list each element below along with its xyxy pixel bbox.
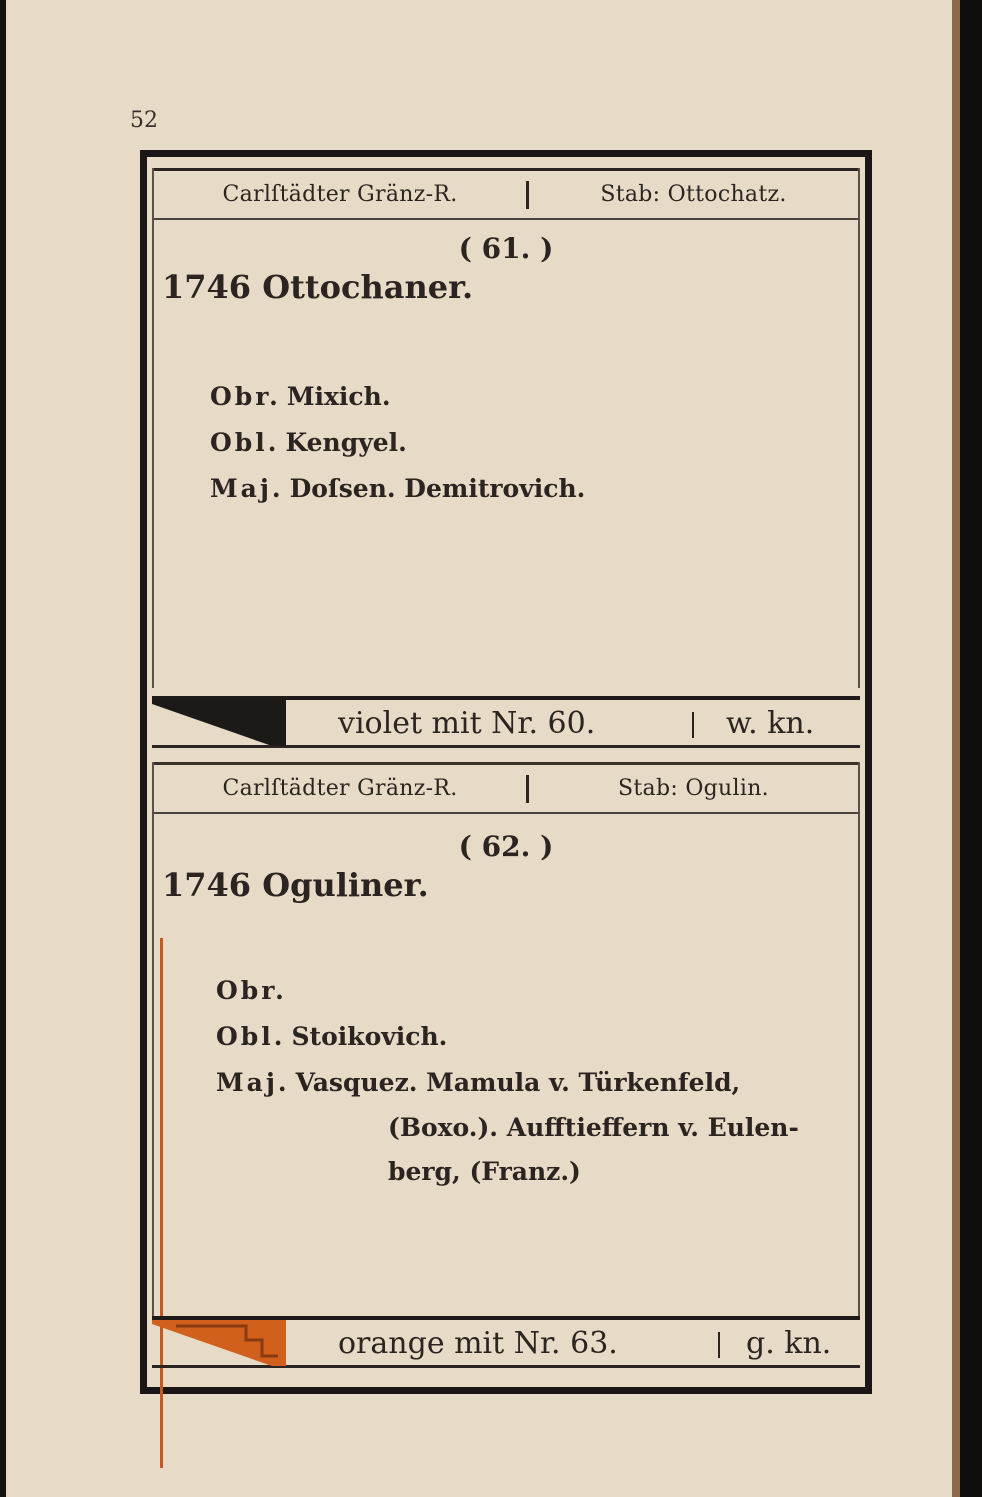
- facing-color-text: violet mit Nr. 60.: [338, 706, 596, 741]
- officer-names: (Boxo.). Aufftieffern v. Eulen-: [388, 1113, 799, 1142]
- regiment-number: ( 61. ): [458, 232, 554, 265]
- officer-names: Mixich.: [286, 382, 391, 411]
- officer-names: Vasquez. Mamula v. Türkenfeld,: [295, 1068, 741, 1097]
- officer-rank: Obr.: [216, 976, 287, 1005]
- officer-rank: Maj.: [210, 474, 284, 503]
- officer-continuation-line: [216, 1150, 799, 1194]
- regiment-entry-62: [152, 762, 860, 1318]
- officer-names: Stoikovich.: [291, 1022, 448, 1051]
- officer-rank: Obl.: [216, 1022, 286, 1051]
- officer-line: [210, 374, 585, 420]
- regiment-name: 1746 Oguliner.: [162, 866, 429, 904]
- officer-continuation-line: [216, 1106, 799, 1150]
- footer-divider: [692, 712, 694, 738]
- entry-header: [154, 168, 858, 220]
- regiment-number: ( 62. ): [458, 830, 554, 863]
- officer-list: [210, 374, 585, 512]
- facing-color-swatch: [152, 700, 286, 746]
- header-staff-location: Stab: Ogulin.: [618, 776, 769, 801]
- officer-line: [210, 466, 585, 512]
- facing-page-edge: [960, 0, 982, 1497]
- officer-line: [216, 1060, 799, 1106]
- facing-color-swatch: [152, 1320, 286, 1366]
- officer-line: [216, 1014, 799, 1060]
- officer-rank: Obr.: [210, 382, 281, 411]
- button-code: g. kn.: [746, 1326, 832, 1361]
- officer-names: berg, (Franz.): [388, 1157, 581, 1186]
- header-border-region: Carlſtädter Gränz-R.: [222, 182, 458, 207]
- orange-margin-rule: [160, 938, 163, 1468]
- officer-line: [210, 420, 585, 466]
- uniform-footer: [152, 696, 860, 748]
- page-gutter: [952, 0, 960, 1497]
- uniform-footer: [152, 1316, 860, 1368]
- button-code: w. kn.: [726, 706, 815, 741]
- facing-color-text: orange mit Nr. 63.: [338, 1326, 618, 1361]
- officer-line: [216, 968, 799, 1014]
- header-border-region: Carlſtädter Gränz-R.: [222, 776, 458, 801]
- regiment-name: 1746 Ottochaner.: [162, 268, 474, 306]
- officer-names: Kengyel.: [285, 428, 407, 457]
- officer-names: Doſsen. Demitrovich.: [289, 474, 586, 503]
- entry-header: [154, 762, 858, 814]
- officer-rank: Maj.: [216, 1068, 290, 1097]
- page-number: 52: [130, 108, 158, 133]
- officer-rank: Obl.: [210, 428, 280, 457]
- header-staff-location: Stab: Ottochatz.: [600, 182, 787, 207]
- regiment-entry-61: [152, 168, 860, 688]
- officer-list: [216, 968, 799, 1194]
- footer-divider: [718, 1332, 720, 1358]
